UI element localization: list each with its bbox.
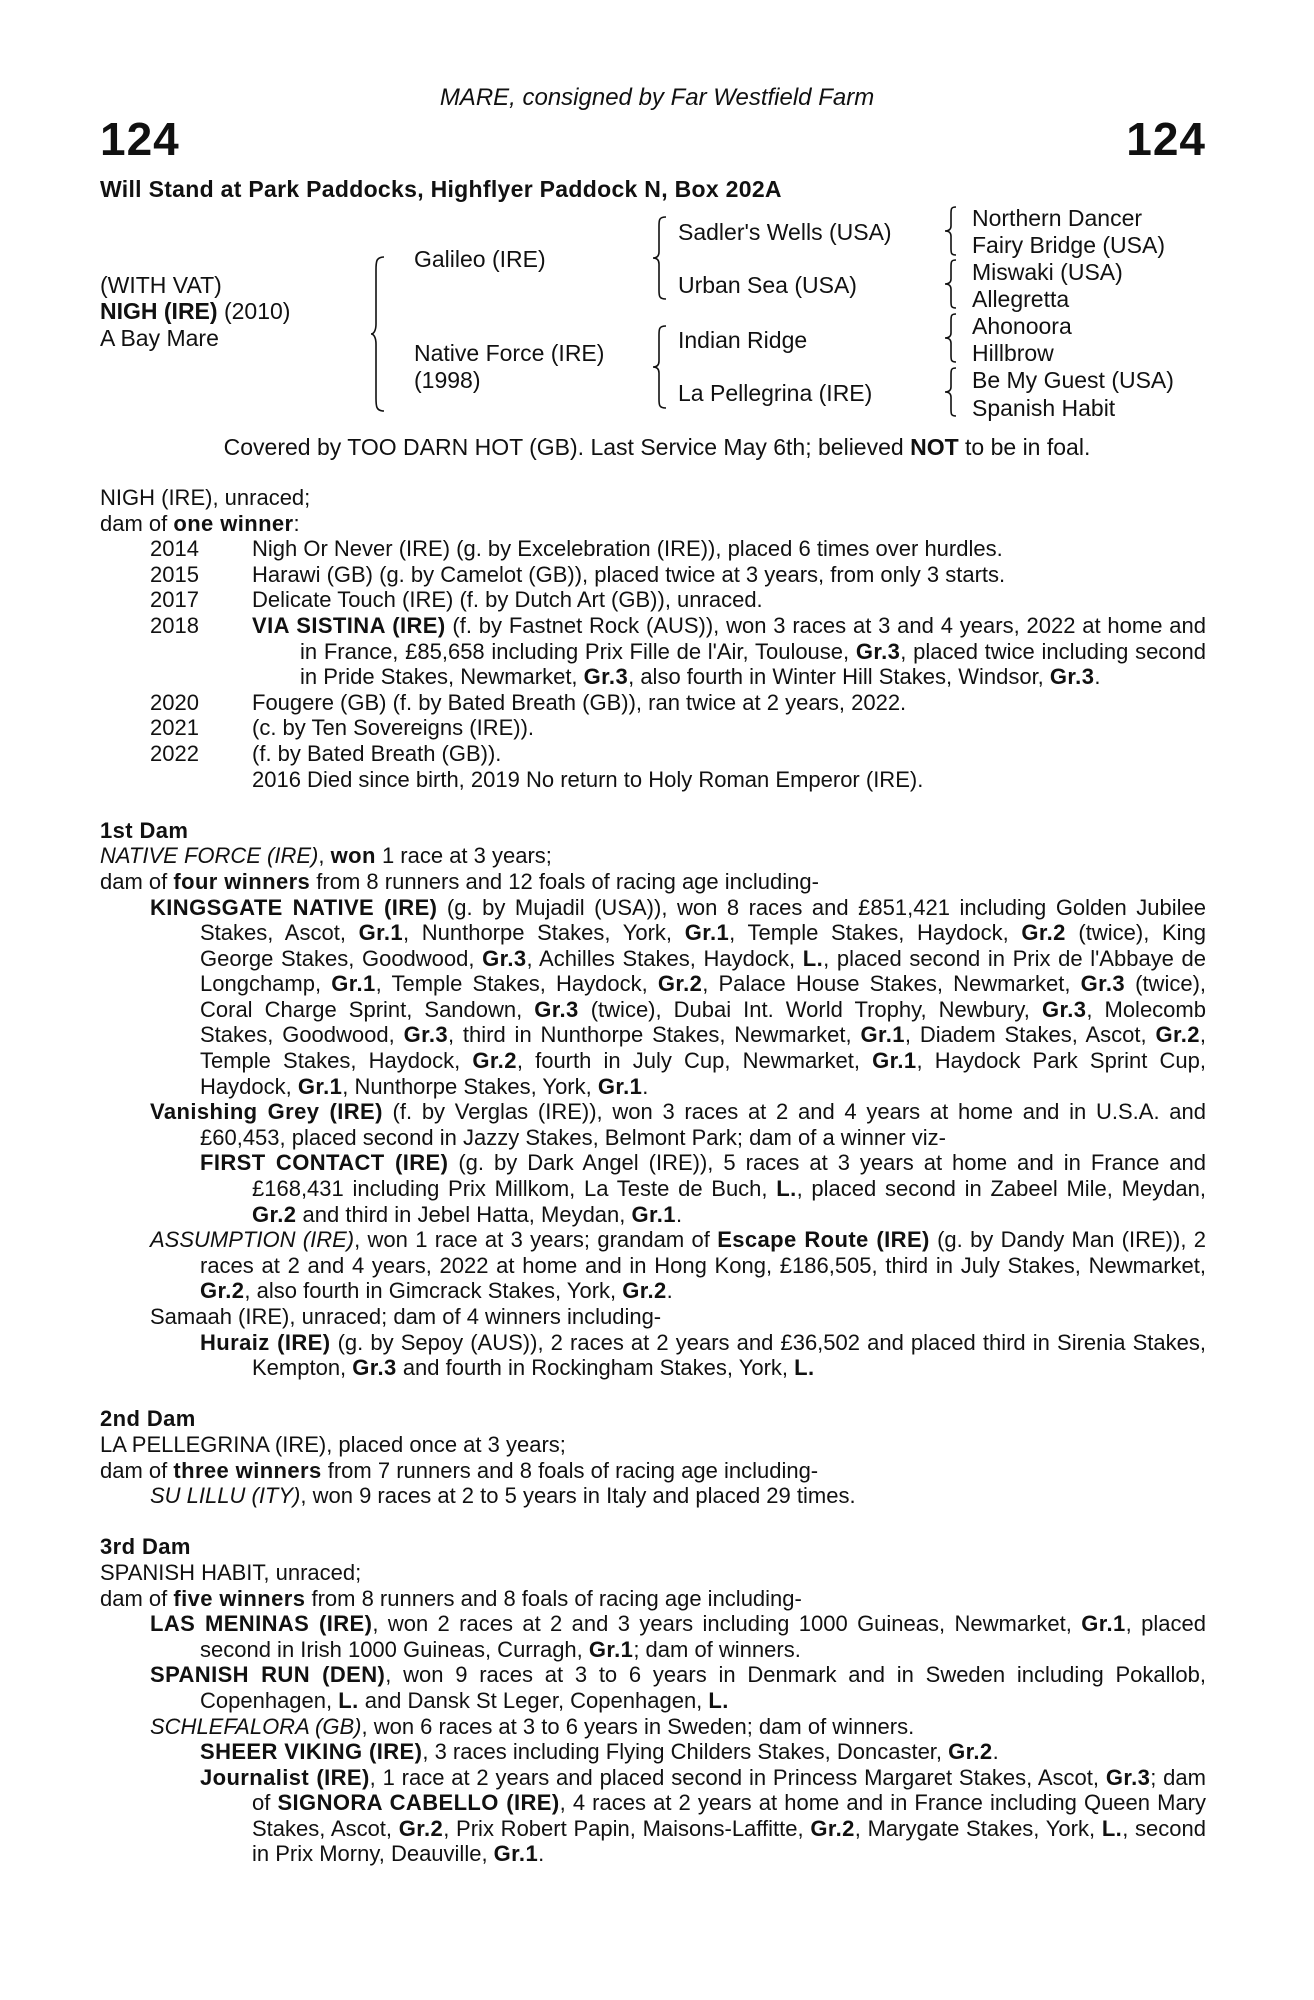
sire-sire: Sadler's Wells (USA) xyxy=(678,219,892,245)
progeny-year: 2020 xyxy=(150,689,199,715)
brace-icon xyxy=(652,216,668,300)
bold-text: Gr.1 xyxy=(631,1201,676,1227)
progeny-row xyxy=(100,690,1206,716)
grandparent-6: Hillbrow xyxy=(972,340,1054,366)
text-run: , won 6 races at 3 to 6 years in Sweden; dam of winners. xyxy=(361,1713,915,1739)
spacer xyxy=(100,792,1206,818)
horse-description: A Bay Mare xyxy=(100,325,219,351)
covering-not: NOT xyxy=(910,434,959,460)
text-run: (g. by Sepoy (AUS)), 2 races at 2 years and £36,502 and placed third in Sirenia Stakes, Kempton, xyxy=(252,1329,1206,1381)
bold-text: Huraiz (IRE) xyxy=(200,1329,331,1355)
bold-text: Gr.2 xyxy=(398,1815,444,1841)
bold-text: Gr.2 xyxy=(657,971,703,997)
progeny-year: 2017 xyxy=(150,587,199,613)
text-run: , xyxy=(318,843,331,869)
text-run: (g. by Mujadil (USA)), won 8 races and £851,421 including Golden Jubilee Stakes, Ascot, xyxy=(200,894,1207,946)
bold-text: Gr.3 xyxy=(855,638,901,664)
bold-text: L. xyxy=(708,1687,729,1713)
bold-text: VIA SISTINA (IRE) xyxy=(252,612,446,638)
text-run: 1 race at 3 years; xyxy=(375,843,552,869)
bold-text: Gr.1 xyxy=(331,971,376,997)
text-run: and third in Jebel Hatta, Meydan, xyxy=(296,1201,632,1227)
stand-info: Will Stand at Park Paddocks, Highflyer Paddock N, Box 202A xyxy=(100,176,782,202)
text-run: , Molecomb Stakes, Goodwood, xyxy=(200,996,1206,1048)
progeny-row xyxy=(100,536,1206,562)
text-run: , won 2 races at 2 and 3 years including 1000 Guineas, Newmarket, xyxy=(372,1611,1082,1637)
text-run: . xyxy=(666,1278,673,1304)
pedigree-entry xyxy=(100,843,1206,869)
bold-text: SPANISH RUN (DEN) xyxy=(150,1662,386,1688)
text-run: dam of xyxy=(100,1457,174,1483)
text-run: , Prix Robert Papin, Maisons-Laffitte, xyxy=(443,1815,811,1841)
bold-text: four winners xyxy=(173,868,311,894)
pedigree-entry xyxy=(100,1714,1206,1740)
text-run: , won 9 races at 2 to 5 years in Italy and placed 29 times. xyxy=(300,1483,856,1509)
text-run: (c. by Ten Sovereigns (IRE)). xyxy=(252,715,535,741)
text-run: (twice), Dubai Int. World Trophy, Newbury, xyxy=(578,996,1042,1022)
bold-text: Gr.1 xyxy=(297,1073,343,1099)
bold-text: Gr.1 xyxy=(493,1841,539,1867)
bold-text: Gr.1 xyxy=(684,920,730,946)
progeny-row xyxy=(100,715,1206,741)
bold-text: Gr.1 xyxy=(358,920,403,946)
bold-text: Gr.3 xyxy=(352,1355,397,1381)
text-run: Delicate Touch (IRE) (f. by Dutch Art (GB)), unraced. xyxy=(252,587,763,613)
progeny-row xyxy=(100,767,1206,793)
bold-text: Gr.2 xyxy=(472,1048,517,1074)
text-run: 2016 Died since birth, 2019 No return to Holy Roman Emperor (IRE). xyxy=(252,766,924,792)
text-run: from 7 runners and 8 foals of racing age including- xyxy=(321,1457,819,1483)
text-run: ; dam of winners. xyxy=(633,1636,801,1662)
progeny-row xyxy=(100,562,1206,588)
brace-icon xyxy=(944,313,958,363)
bold-text: Gr.2 xyxy=(1155,1022,1200,1048)
text-run: , placed twice including second in Pride Stakes, Newmarket, xyxy=(300,638,1207,690)
pedigree-entry xyxy=(100,895,1206,1100)
dam-dam: La Pellegrina (IRE) xyxy=(678,380,873,406)
pedigree-entry xyxy=(100,1330,1206,1381)
bold-text: Vanishing Grey (IRE) xyxy=(150,1099,383,1125)
pedigree-entry xyxy=(100,1611,1206,1662)
bold-text: five winners xyxy=(173,1585,306,1611)
progeny-year: 2015 xyxy=(150,561,199,587)
pedigree-entry xyxy=(100,1432,1206,1458)
italic-text: SU LILLU (ITY) xyxy=(150,1483,301,1509)
progeny-year: 2014 xyxy=(150,536,199,562)
brace-icon xyxy=(944,367,958,417)
bold-text: Gr.3 xyxy=(482,945,527,971)
text-run: (g. by Dark Angel (IRE)), 5 races at 3 years at home and in France and £168,431 including Prix Millkom, La Teste de Buch, xyxy=(252,1150,1206,1202)
text-run: , Nunthorpe Stakes, York, xyxy=(402,920,685,946)
sire-dam: Urban Sea (USA) xyxy=(678,272,857,298)
covering-text: Covered by TOO DARN HOT (GB). Last Service May 6th; believed xyxy=(223,434,911,460)
bold-text: Escape Route (IRE) xyxy=(717,1227,930,1253)
sire: Galileo (IRE) xyxy=(414,246,546,272)
brace-icon xyxy=(370,256,386,412)
bold-text: Gr.3 xyxy=(534,996,579,1022)
spacer xyxy=(100,1381,1206,1407)
text-run: . xyxy=(1094,664,1101,690)
horse-name: NIGH (IRE) xyxy=(100,298,218,324)
bold-text: KINGSGATE NATIVE (IRE) xyxy=(150,894,438,920)
bold-text: L. xyxy=(338,1687,359,1713)
text-run: , Haydock Park Sprint Cup, Haydock, xyxy=(200,1048,1206,1099)
bold-text: Gr.1 xyxy=(872,1048,917,1074)
bold-text: Gr.1 xyxy=(597,1073,643,1099)
bold-text: L. xyxy=(1101,1815,1123,1841)
text-run: , third in Nunthorpe Stakes, Newmarket, xyxy=(447,1022,861,1048)
bold-text: won xyxy=(330,843,376,869)
brace-icon xyxy=(944,259,958,309)
text-run: (f. by Fastnet Rock (AUS)), won 3 races at 3 and 4 years, 2022 at home and in France, £85,658 including Prix Fille de l'Air, Toulouse, xyxy=(300,612,1206,664)
horse-title xyxy=(100,298,290,324)
grandparent-1: Northern Dancer xyxy=(972,205,1143,231)
text-run: NIGH (IRE), unraced; xyxy=(100,485,311,510)
dam-year: (1998) xyxy=(414,367,481,393)
pedigree-entry xyxy=(100,1304,1206,1330)
bold-text: FIRST CONTACT (IRE) xyxy=(200,1150,449,1176)
text-run: . xyxy=(538,1841,545,1867)
pedigree-entry xyxy=(100,1227,1206,1304)
text-run: (twice), Coral Charge Sprint, Sandown, xyxy=(200,971,1207,1022)
bold-text: Gr.2 xyxy=(810,1815,855,1841)
consignment-line: MARE, consigned by Far Westfield Farm xyxy=(439,84,875,111)
bold-text: Gr.2 xyxy=(1021,920,1066,946)
brace-icon xyxy=(944,206,958,256)
text-run: , also fourth in Winter Hill Stakes, Windsor, xyxy=(628,664,1050,690)
grandparent-2: Fairy Bridge (USA) xyxy=(972,232,1165,258)
progeny-year: 2022 xyxy=(150,740,199,766)
grandparent-8: Spanish Habit xyxy=(972,395,1116,421)
pedigree-entry xyxy=(100,1765,1206,1867)
italic-text: ASSUMPTION (IRE) xyxy=(150,1227,355,1253)
bold-text: one winner xyxy=(173,510,294,536)
brace-icon xyxy=(652,325,668,409)
progeny-row xyxy=(100,741,1206,767)
bold-text: L. xyxy=(794,1355,815,1381)
pedigree-entry xyxy=(100,1099,1206,1150)
pedigree-entry xyxy=(100,1560,1206,1586)
pedigree-entry xyxy=(100,1483,1206,1509)
bold-text: Gr.3 xyxy=(583,664,629,690)
bold-text: Gr.1 xyxy=(588,1636,634,1662)
covering-text-end: to be in foal. xyxy=(958,434,1091,460)
section-heading: 1st Dam xyxy=(100,817,189,843)
horse-year: (2010) xyxy=(217,298,291,324)
bold-text: SIGNORA CABELLO (IRE) xyxy=(277,1790,560,1816)
text-run: , fourth in July Cup, Newmarket, xyxy=(516,1048,873,1074)
text-run: , 4 races at 2 years at home and in France including Queen Mary Stakes, Ascot, xyxy=(252,1790,1207,1841)
text-run: and Dansk St Leger, Copenhagen, xyxy=(358,1687,709,1713)
text-run: , placed second in Zabeel Mile, Meydan, xyxy=(796,1176,1206,1202)
text-run: , 3 races including Flying Childers Stakes, Doncaster, xyxy=(422,1739,949,1765)
bold-text: Gr.3 xyxy=(1049,664,1095,690)
text-run: (twice), King George Stakes, Goodwood, xyxy=(200,920,1206,971)
bold-text: Gr.1 xyxy=(1081,1611,1126,1637)
text-run: , 1 race at 2 years and placed second in Princess Margaret Stakes, Ascot, xyxy=(369,1764,1106,1790)
pedigree-entry xyxy=(100,1739,1206,1765)
dam: Native Force (IRE) xyxy=(414,340,605,366)
bold-text: L. xyxy=(776,1176,797,1202)
bold-text: Gr.2 xyxy=(200,1278,245,1304)
spacer xyxy=(100,1509,1206,1535)
bold-text: Gr.3 xyxy=(1080,971,1125,997)
text-run: , won 1 race at 3 years; grandam of xyxy=(354,1227,718,1253)
text-run: (f. by Bated Breath (GB)). xyxy=(252,740,502,766)
intro-line xyxy=(100,511,1206,537)
bold-text: LAS MENINAS (IRE) xyxy=(150,1611,373,1637)
text-run: . xyxy=(675,1201,683,1227)
text-run: . xyxy=(992,1739,999,1765)
text-run: and fourth in Rockingham Stakes, York, xyxy=(396,1355,795,1381)
text-run: ; dam of xyxy=(252,1764,1206,1816)
bold-text: Gr.2 xyxy=(622,1278,667,1304)
text-run: , Temple Stakes, Haydock, xyxy=(200,1022,1206,1074)
text-run: Nigh Or Never (IRE) (g. by Excelebration (IRE)), placed 6 times over hurdles. xyxy=(252,536,1003,562)
lot-number-left: 124 xyxy=(100,113,180,165)
bold-text: L. xyxy=(802,945,824,971)
grandparent-4: Allegretta xyxy=(972,286,1070,312)
text-run: , placed second in Prix de l'Abbaye de Longchamp, xyxy=(200,945,1206,997)
text-run: Samaah (IRE), unraced; dam of 4 winners including- xyxy=(150,1304,662,1329)
text-run: Harawi (GB) (g. by Camelot (GB)), placed twice at 3 years, from only 3 starts. xyxy=(252,561,1006,587)
pedigree-entry xyxy=(100,1662,1206,1713)
lot-number-right: 124 xyxy=(1126,113,1206,165)
text-run: LA PELLEGRINA (IRE), placed once at 3 years; xyxy=(100,1431,566,1457)
text-run: Fougere (GB) (f. by Bated Breath (GB)), ran twice at 2 years, 2022. xyxy=(252,689,907,715)
text-run: , Achilles Stakes, Haydock, xyxy=(526,945,803,971)
text-run: , Palace House Stakes, Newmarket, xyxy=(702,971,1081,997)
bold-text: Gr.3 xyxy=(403,1022,448,1048)
text-run: dam of xyxy=(100,510,174,536)
pedigree-entry xyxy=(100,1458,1206,1484)
text-run: dam of xyxy=(100,868,174,894)
text-run: from 8 runners and 8 foals of racing age including- xyxy=(305,1585,802,1611)
vat-label: (WITH VAT) xyxy=(100,272,222,298)
progeny-year: 2021 xyxy=(150,715,199,741)
bold-text: Gr.2 xyxy=(948,1739,993,1765)
text-run: , Diadem Stakes, Ascot, xyxy=(904,1022,1156,1048)
text-run: SPANISH HABIT, unraced; xyxy=(100,1559,362,1585)
text-run: , won 9 races at 3 to 6 years in Denmark and in Sweden including Pokallob, Copenhagen, xyxy=(200,1662,1206,1713)
italic-text: SCHLEFALORA (GB) xyxy=(150,1713,362,1739)
text-run: (f. by Verglas (IRE)), won 3 races at 2 and 4 years at home and in U.S.A. and £60,453, placed second in Jazzy Stakes, Belmont Park; dam of a winner viz- xyxy=(200,1099,1206,1150)
progeny-row xyxy=(100,613,1206,690)
pedigree-entry xyxy=(100,869,1206,895)
bold-text: Gr.3 xyxy=(1041,996,1087,1022)
text-run: (g. by Dandy Man (IRE)), 2 races at 2 and 4 years, 2022 at home and in Hong Kong, £186,505, third in July Stakes, Newmarket, xyxy=(200,1227,1206,1278)
pedigree-entry xyxy=(100,1586,1206,1612)
text-run: , also fourth in Gimcrack Stakes, York, xyxy=(244,1278,623,1304)
bold-text: Gr.1 xyxy=(860,1022,905,1048)
catalogue-body xyxy=(100,485,1206,1867)
text-run: , second in Prix Morny, Deauville, xyxy=(252,1815,1206,1867)
grandparent-5: Ahonoora xyxy=(972,313,1072,339)
bold-text: Journalist (IRE) xyxy=(200,1764,370,1790)
pedigree-entry xyxy=(100,1150,1206,1227)
bold-text: Gr.3 xyxy=(1105,1764,1151,1790)
text-run: , Temple Stakes, Haydock, xyxy=(729,920,1022,946)
bold-text: three winners xyxy=(173,1457,322,1483)
text-run: dam of xyxy=(100,1585,174,1611)
progeny-row xyxy=(100,587,1206,613)
bold-text: Gr.2 xyxy=(252,1201,297,1227)
dam-sire: Indian Ridge xyxy=(678,327,808,353)
text-run: . xyxy=(642,1073,649,1099)
section-heading: 3rd Dam xyxy=(100,1534,191,1560)
section-heading: 2nd Dam xyxy=(100,1406,196,1432)
progeny-year: 2018 xyxy=(150,612,199,638)
text-run: : xyxy=(293,510,300,536)
grandparent-3: Miswaki (USA) xyxy=(972,259,1123,285)
text-run: , placed second in Irish 1000 Guineas, Curragh, xyxy=(200,1611,1206,1662)
grandparent-7: Be My Guest (USA) xyxy=(972,367,1174,393)
italic-text: NATIVE FORCE (IRE) xyxy=(100,843,319,869)
covering-note xyxy=(0,434,1314,461)
intro-line xyxy=(100,485,1206,511)
text-run: , Marygate Stakes, York, xyxy=(854,1815,1102,1841)
text-run: , Temple Stakes, Haydock, xyxy=(375,971,658,997)
text-run: from 8 runners and 12 foals of racing age including- xyxy=(310,868,819,894)
bold-text: SHEER VIKING (IRE) xyxy=(200,1739,423,1765)
text-run: , Nunthorpe Stakes, York, xyxy=(342,1073,598,1099)
